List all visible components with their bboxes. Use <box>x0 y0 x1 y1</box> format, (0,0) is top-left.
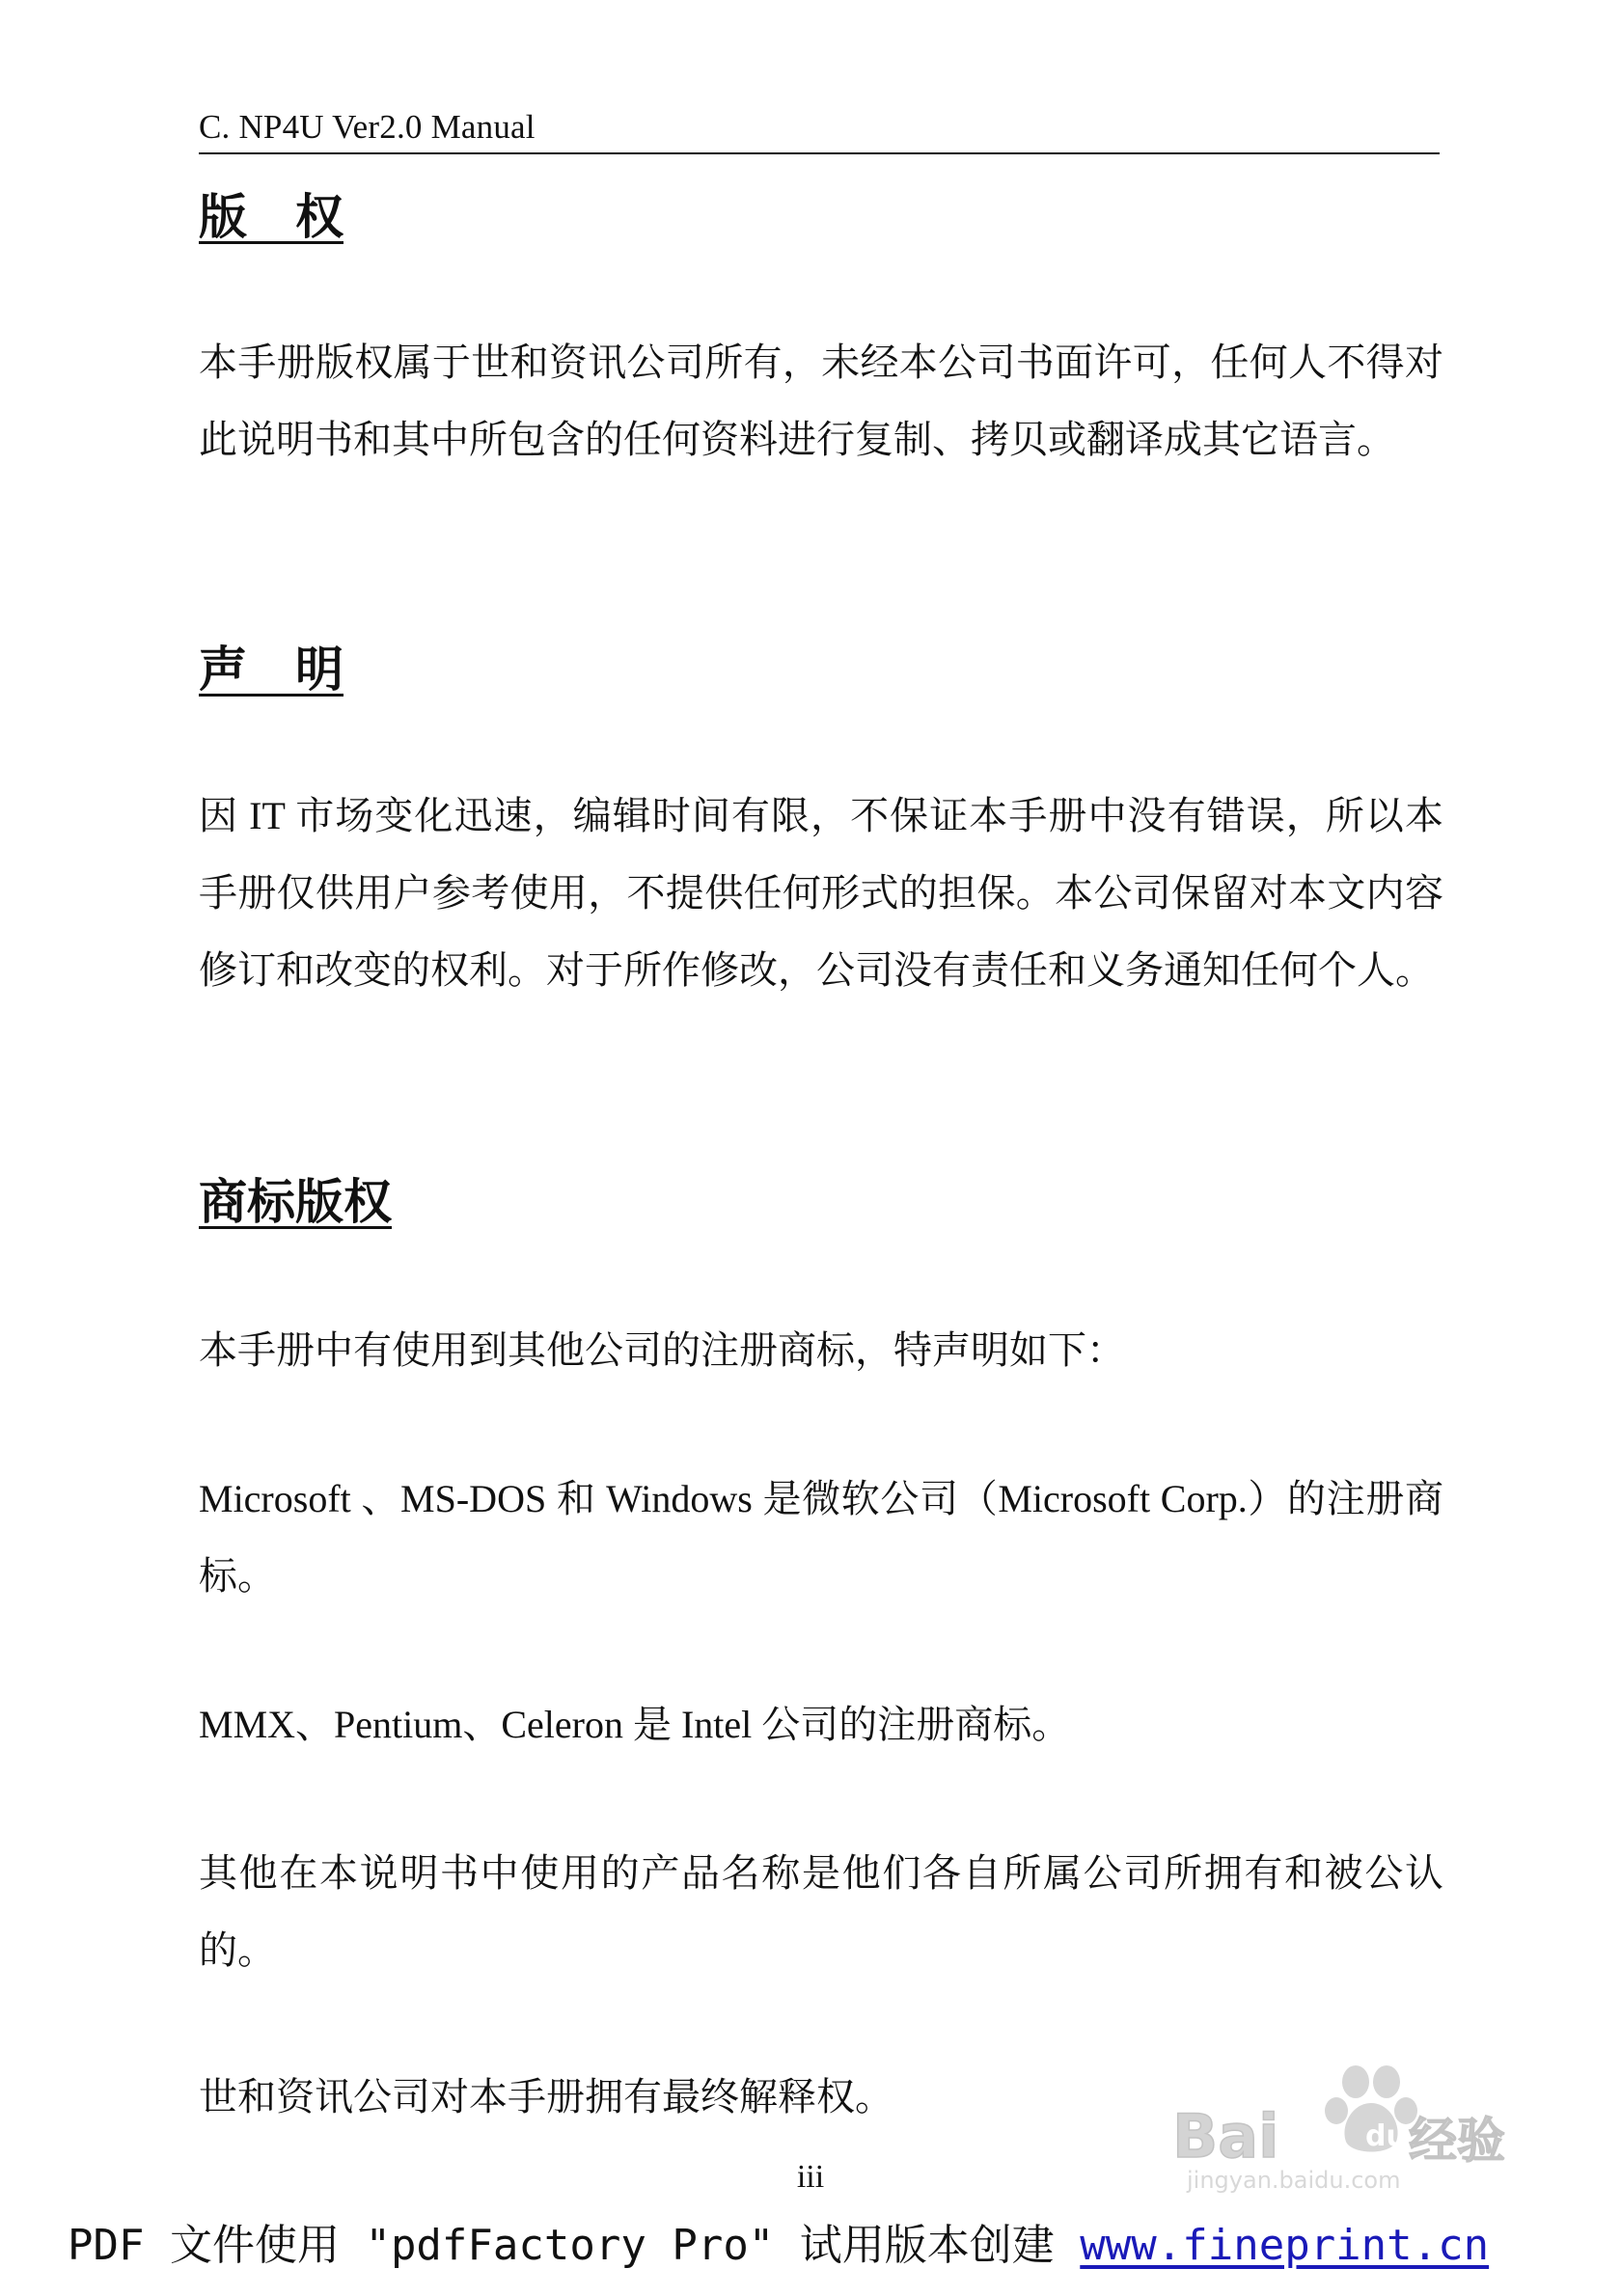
footer-link[interactable]: www.fineprint.cn <box>1080 2221 1490 2270</box>
paragraph-copyright: 本手册版权属于世和资讯公司所有，未经本公司书面许可，任何人不得对此说明书和其中所包含的任何资料进行复制、拷贝或翻译成其它语言。 <box>199 341 1443 461</box>
header-rule <box>199 152 1440 154</box>
baidu-watermark-logo <box>1163 2053 1549 2198</box>
section-heading-copyright: 版 权 <box>199 190 343 244</box>
paragraph-final-interpretation: 世和资讯公司对本手册拥有最终解释权。 <box>199 2075 893 2118</box>
section-heading-disclaimer: 声 明 <box>199 642 343 697</box>
paragraph-trademarks-intro: 本手册中有使用到其他公司的注册商标，特声明如下： <box>199 1328 1125 1372</box>
pdf-footer <box>68 2219 1489 2273</box>
paragraph-disclaimer: 因 IT 市场变化迅速，编辑时间有限，不保证本手册中没有错误，所以本手册仅供用户参考使用，不提供任何形式的担保。本公司保留对本文内容修订和改变的权利。对于所作修改，公司没有责任和义务通知任何个人。 <box>199 794 1443 992</box>
watermark-url: jingyan.baidu.com <box>1187 2167 1401 2194</box>
svg-text:经验: 经验 <box>1409 2113 1505 2169</box>
page-number: iii <box>796 2159 825 2195</box>
baidu-jingyan-watermark <box>1163 2053 1549 2198</box>
paragraph-trademark-intel: MMX、Pentium、Celeron 是 Intel 公司的注册商标。 <box>199 1703 1071 1746</box>
section-heading-trademarks: 商标版权 <box>199 1175 392 1229</box>
paragraph-trademark-others: 其他在本说明书中使用的产品名称是他们各自所属公司所拥有和被公认的。 <box>199 1851 1443 1972</box>
paragraph-trademark-microsoft: Microsoft 、MS-DOS 和 Windows 是微软公司（Microsoft Corp.）的注册商标。 <box>199 1477 1443 1598</box>
svg-text:Bai: Bai <box>1172 2101 1279 2172</box>
running-header: C. NP4U Ver2.0 Manual <box>199 108 536 146</box>
footer-text: PDF 文件使用 "pdfFactory Pro" 试用版本创建 <box>68 2221 1081 2270</box>
svg-text:du: du <box>1365 2119 1407 2153</box>
